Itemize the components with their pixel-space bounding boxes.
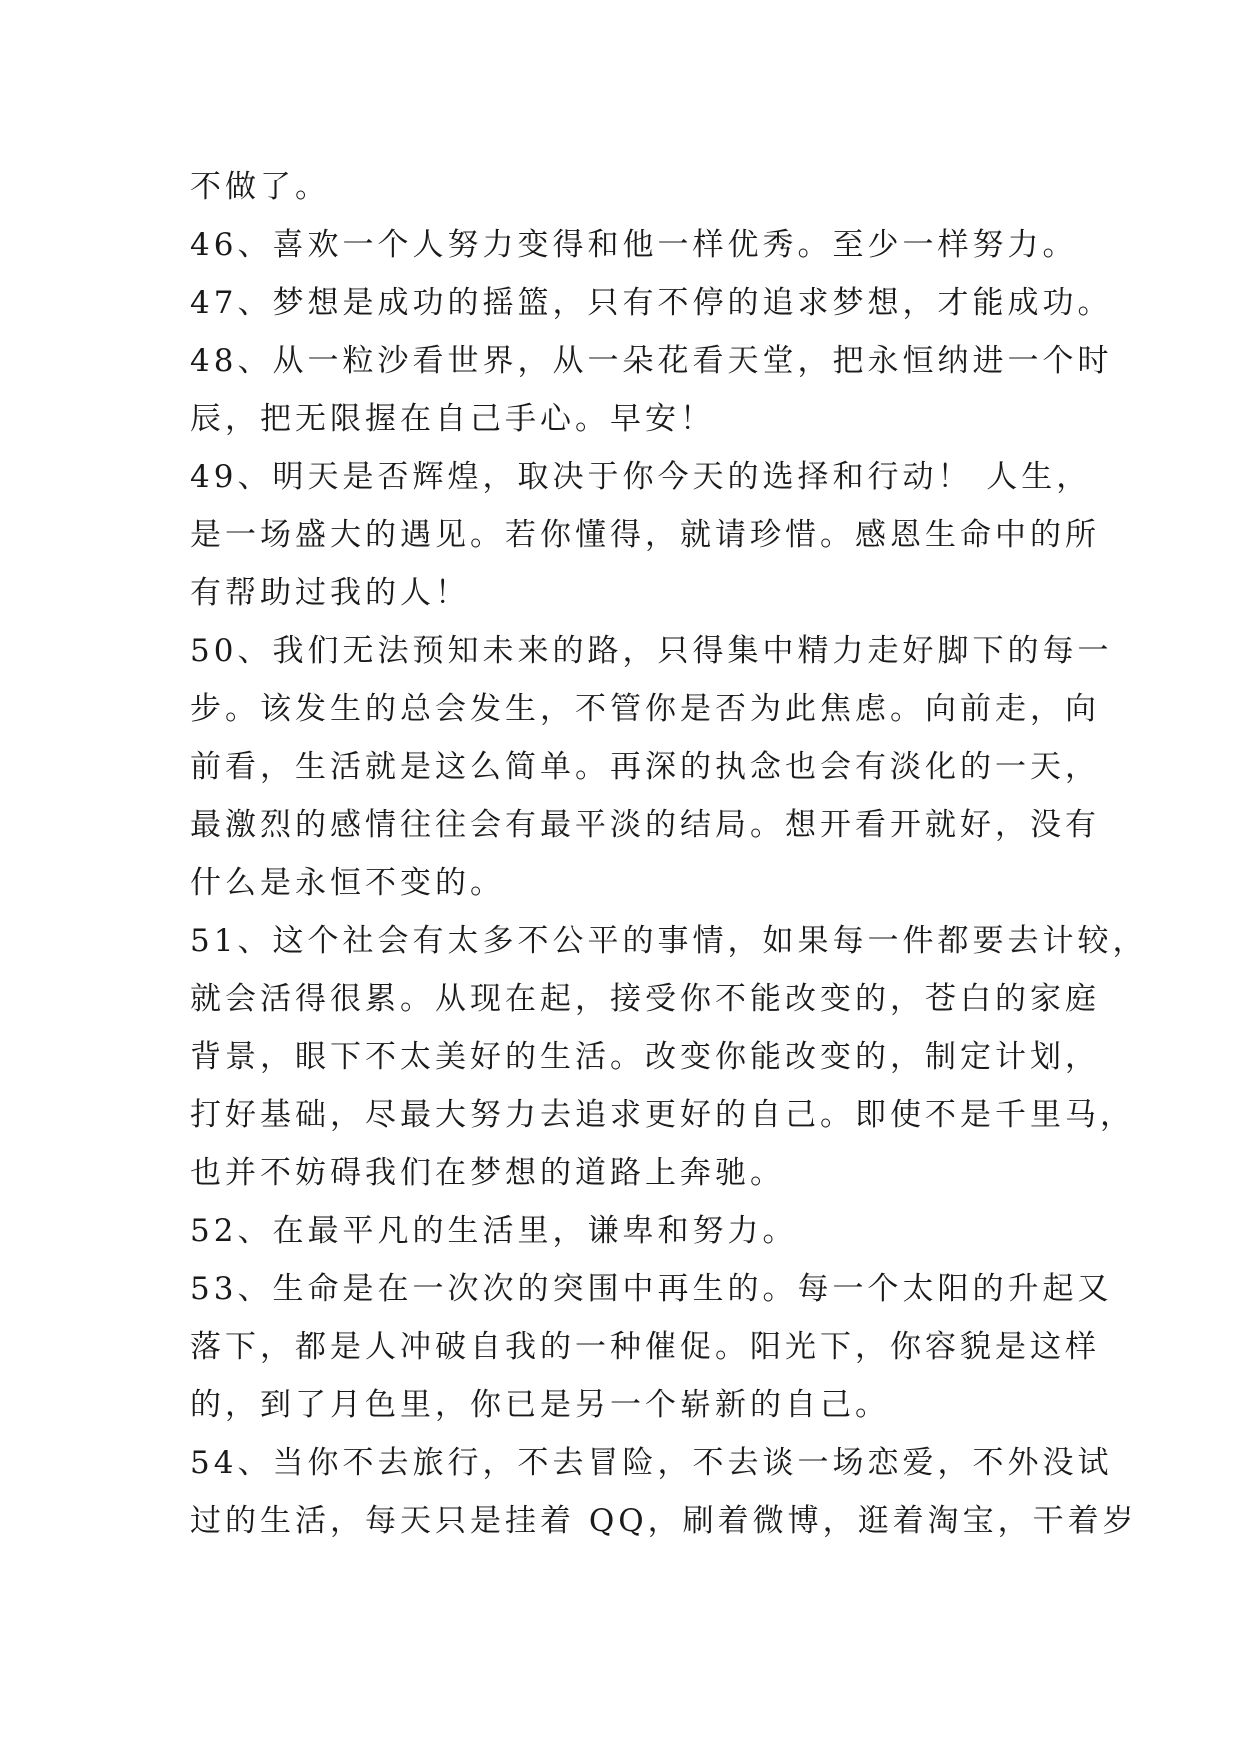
text-line: 落下，都是人冲破自我的一种催促。阳光下，你容貌是这样 [190, 1329, 1100, 1365]
text-line: 54、当你不去旅行，不去冒险，不去谈一场恋爱，不外没试 [190, 1445, 1113, 1481]
text-line: 46、喜欢一个人努力变得和他一样优秀。至少一样努力。 [190, 227, 1078, 263]
text-line: 51、这个社会有太多不公平的事情，如果每一件都要去计较， [190, 923, 1148, 959]
text-line: 不做了。 [190, 169, 330, 205]
text-line: 52、在最平凡的生活里，谦卑和努力。 [190, 1213, 798, 1249]
text-line: 最激烈的感情往往会有最平淡的结局。想开看开就好，没有 [190, 807, 1100, 843]
text-line: 也并不妨碍我们在梦想的道路上奔驰。 [190, 1155, 785, 1191]
text-line: 辰，把无限握在自己手心。早安！ [190, 401, 715, 437]
document-body [190, 158, 1148, 1550]
text-line: 48、从一粒沙看世界，从一朵花看天堂，把永恒纳进一个时 [190, 343, 1113, 379]
text-line: 是一场盛大的遇见。若你懂得，就请珍惜。感恩生命中的所 [190, 517, 1100, 553]
text-line: 打好基础，尽最大努力去追求更好的自己。即使不是千里马， [190, 1097, 1135, 1133]
text-line: 就会活得很累。从现在起，接受你不能改变的，苍白的家庭 [190, 981, 1100, 1017]
text-line: 49、明天是否辉煌，取决于你今天的选择和行动！ 人生， [190, 459, 1092, 495]
text-line: 的，到了月色里，你已是另一个崭新的自己。 [190, 1387, 890, 1423]
text-line: 步。该发生的总会发生，不管你是否为此焦虑。向前走，向 [190, 691, 1100, 727]
text-line: 背景，眼下不太美好的生活。改变你能改变的，制定计划， [190, 1039, 1100, 1075]
text-line: 50、我们无法预知未来的路，只得集中精力走好脚下的每一 [190, 633, 1113, 669]
text-line: 有帮助过我的人！ [190, 575, 470, 611]
text-line: 47、梦想是成功的摇篮，只有不停的追求梦想，才能成功。 [190, 285, 1113, 321]
text-line: 什么是永恒不变的。 [190, 865, 505, 901]
text-line: 过的生活，每天只是挂着 QQ，刷着微博，逛着淘宝，干着岁 [190, 1503, 1138, 1539]
text-line: 53、生命是在一次次的突围中再生的。每一个太阳的升起又 [190, 1271, 1113, 1307]
text-line: 前看，生活就是这么简单。再深的执念也会有淡化的一天， [190, 749, 1100, 785]
